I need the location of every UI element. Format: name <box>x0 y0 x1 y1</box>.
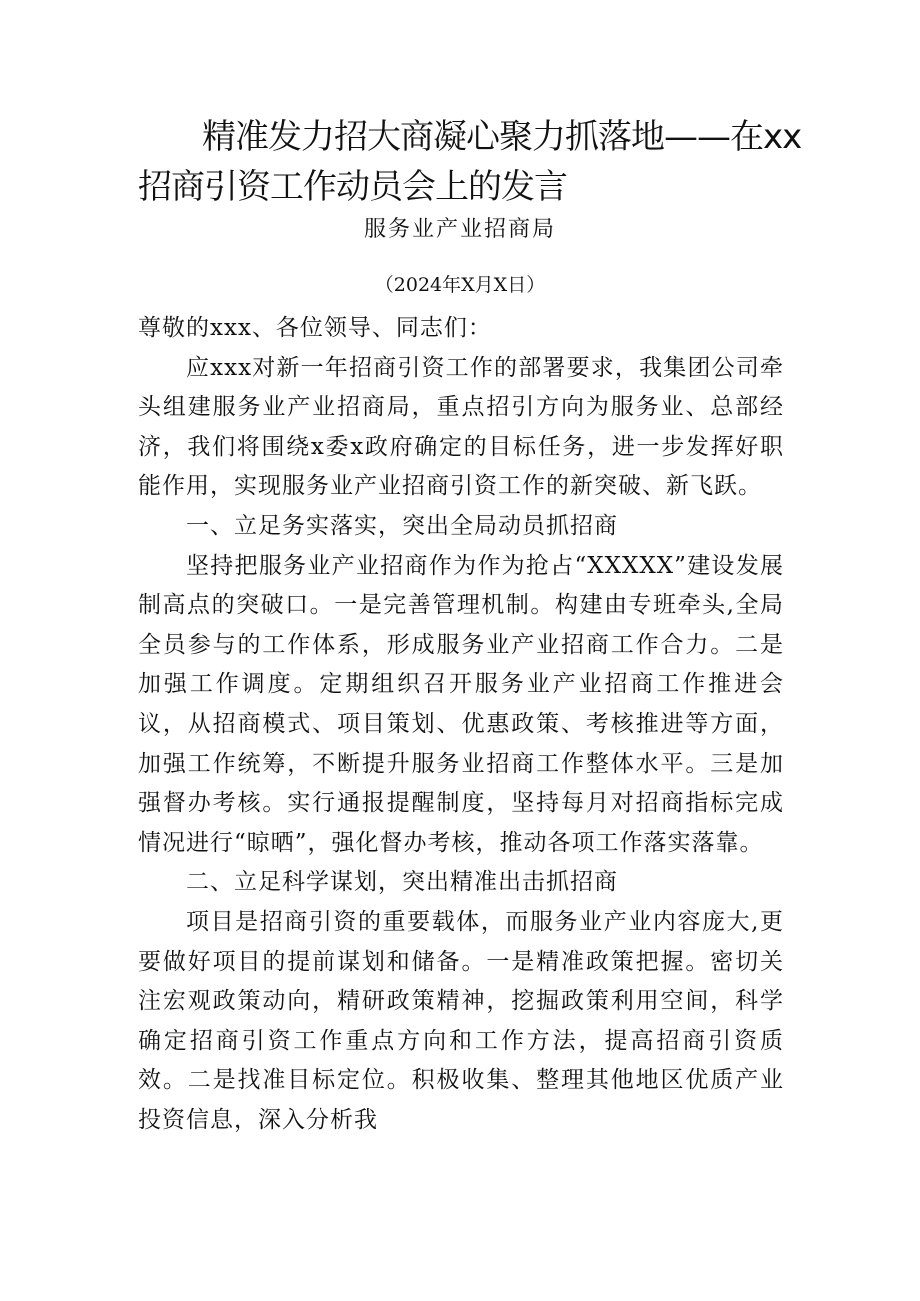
speech-date: （2024年X月X日） <box>374 274 546 296</box>
author-organization: 服务业产业招商局 <box>363 217 556 242</box>
document-title <box>138 112 802 212</box>
intro-paragraph: 应xxx对新一年招商引资工作的部署要求，我集团公司牵头组建服务业产业招商局，重点招引方向为服务业、总部经济，我们将围绕x委x政府确定的目标任务，进一步发挥好职能作用，实现服务业产业招商引资工作的新突破、新飞跃。 <box>138 354 784 500</box>
document-body <box>138 309 784 1140</box>
title-line-1: 精准发力招大商凝心聚力抓落地——在xx <box>202 117 802 157</box>
section-1-paragraph: 坚持把服务业产业招商作为作为抢占“XXXXX”建设发展制高点的突破口。一是完善管理机制。构建由专班牵头,全局全员参与的工作体系，形成服务业产业招商工作合力。二是加强工作调度。定期组织召开服务业产业招商工作推进会议，从招商模式、项目策划、优惠政策、考核推进等方面，加强工作统筹，不断提升服务业招商工作整体水平。三是加强督办考核。实行通报提醒制度，坚持每月对招商指标完成情况进行“晾晒”，强化督办考核，推动各项工作落实落靠。 <box>138 552 784 856</box>
title-line-2: 招商引资工作动员会上的发言 <box>138 167 567 207</box>
salutation: 尊敬的xxx、各位领导、同志们： <box>138 315 492 341</box>
section-heading-2: 二、立足科学谋划，突出精准出击抓招商 <box>186 869 618 896</box>
section-2-paragraph: 项目是招商引资的重要载体，而服务业产业内容庞大,更要做好项目的提前谋划和储备。一是精准政策把握。密切关注宏观政策动向，精研政策精神，挖掘政策利用空间，科学确定招商引资工作重点方向和工作方法，提高招商引资质效。二是找准目标定位。积极收集、整理其他地区优质产业投资信息，深入分析我 <box>138 908 784 1133</box>
section-heading-1: 一、立足务实落实，突出全局动员抓招商 <box>186 512 618 539</box>
